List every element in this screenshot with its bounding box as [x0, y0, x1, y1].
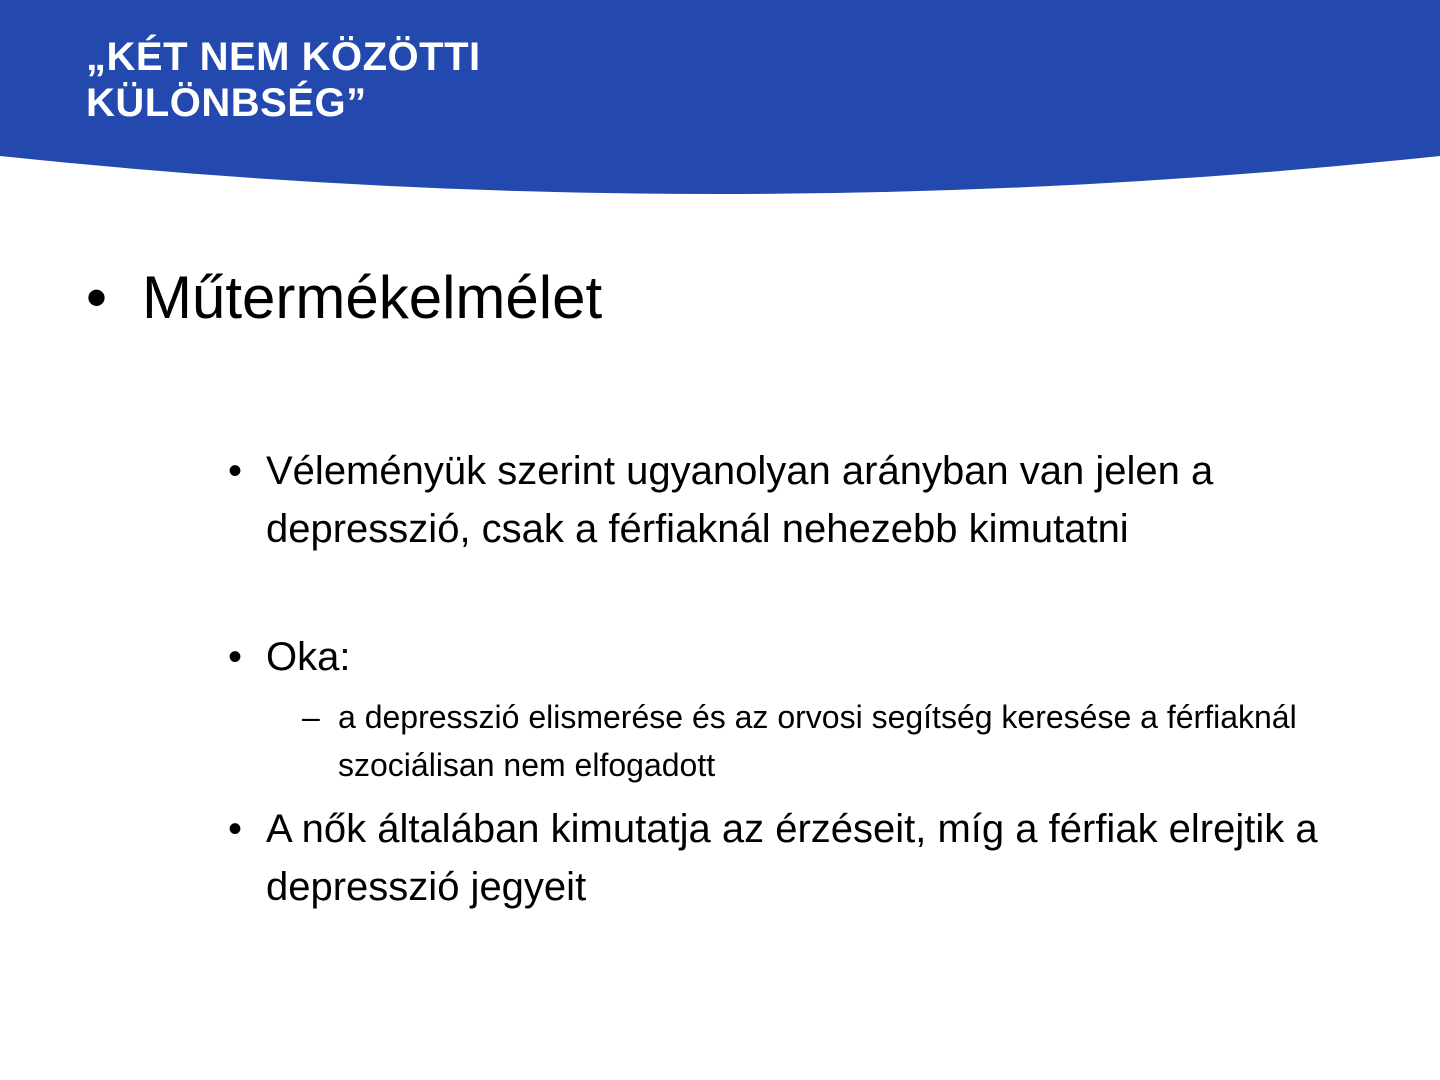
bullet-marker: •	[228, 635, 243, 679]
sub-bullet-text: Oka:	[266, 635, 351, 679]
sub-bullet	[228, 628, 1368, 686]
main-bullet-text: Műtermékelmélet	[142, 264, 603, 331]
bullet-marker: •	[228, 449, 243, 493]
sub-bullet-text: A nők általában kimutatja az érzéseit, míg a férfiak elrejtik a depresszió jegyeit	[266, 807, 1318, 909]
sub-sub-bullet	[302, 693, 1402, 789]
bullet-marker: •	[86, 264, 108, 331]
sub-bullet	[228, 800, 1368, 916]
slide-title-line-2: KÜLÖNBSÉG”	[86, 81, 367, 125]
sub-bullet	[228, 442, 1368, 558]
bullet-marker: •	[228, 807, 243, 851]
slide-title-line-1: „KÉT NEM KÖZÖTTI	[86, 35, 481, 79]
dash-marker: –	[302, 699, 320, 735]
sub-sub-bullet-text: a depresszió elismerése és az orvosi segítség keresése a férfiaknál szociálisan nem elfogadott	[338, 699, 1297, 783]
main-bullet	[86, 262, 602, 334]
sub-bullet-text: Véleményük szerint ugyanolyan arányban van jelen a depresszió, csak a férfiaknál nehezebb kimutatni	[266, 449, 1214, 551]
slide-title	[86, 34, 886, 126]
